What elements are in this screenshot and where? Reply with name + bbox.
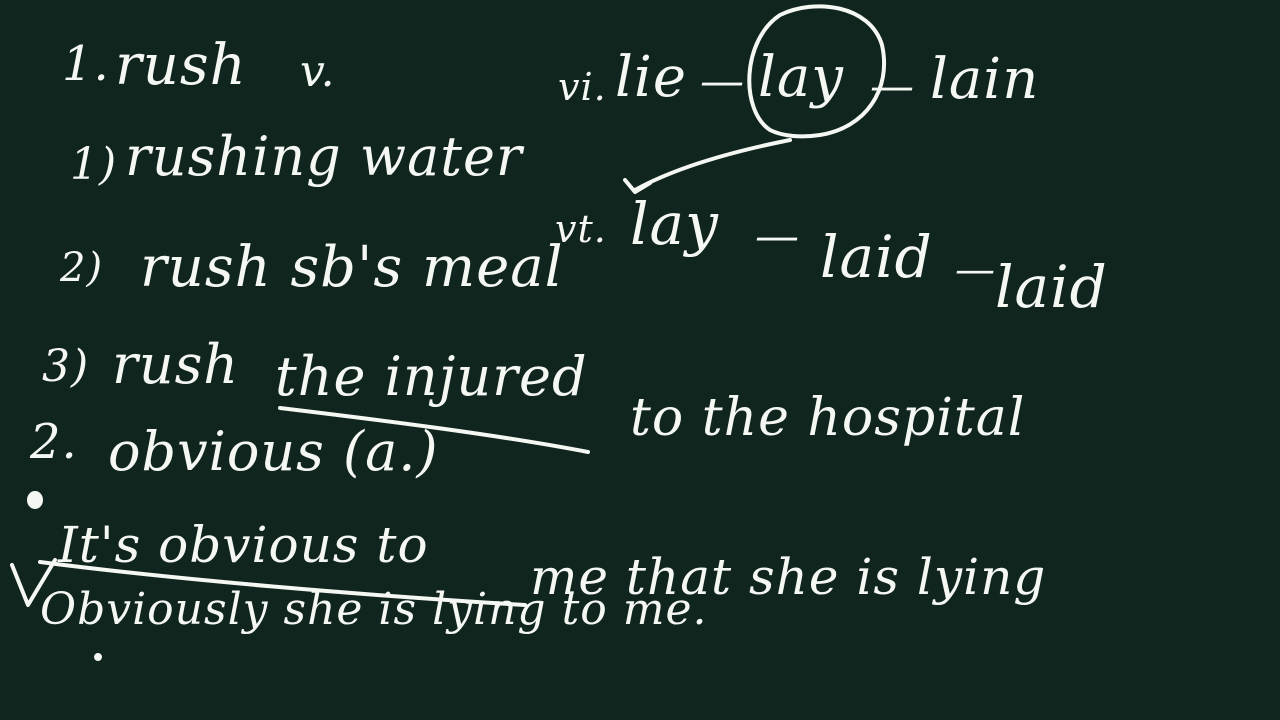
- sentence-obvious-underlined: It's obvious to: [58, 516, 429, 574]
- verb-lay-circled: lay: [758, 45, 844, 110]
- sub-item-1: 1): [70, 139, 118, 190]
- sentence-obviously: Obviously she is lying to me.: [40, 584, 708, 635]
- stray-dot: [96, 655, 100, 659]
- bullet-dot: [29, 493, 41, 507]
- phrase-to-the-hospital: to the hospital: [630, 388, 1026, 448]
- phrase-rush-meal: rush sb's meal: [140, 235, 564, 300]
- sentence-obvious-rest: me that she is lying: [530, 548, 1047, 606]
- phrase-rush: rush: [112, 333, 240, 396]
- verb-lay: lay: [630, 190, 719, 258]
- sub-item-3: 3): [42, 341, 90, 392]
- dash: —: [955, 247, 996, 293]
- item-number-1: 1.: [62, 36, 110, 92]
- phrase-the-injured: the injured: [275, 345, 588, 408]
- dash: —: [700, 56, 745, 107]
- verb-laid-past: laid: [820, 223, 933, 291]
- sub-item-2: 2): [60, 245, 104, 291]
- word-obvious: obvious (a.): [108, 420, 439, 483]
- label-vt: vt.: [555, 207, 607, 251]
- verb-laid-participle: laid: [995, 253, 1108, 321]
- arrow-shaft: [635, 140, 790, 190]
- verb-lie: lie: [615, 45, 687, 110]
- word-rush: rush: [115, 33, 247, 98]
- label-vi: vi.: [558, 65, 607, 109]
- dash: —: [870, 61, 915, 112]
- verb-lain: lain: [930, 47, 1040, 112]
- pos-verb: v.: [300, 46, 336, 97]
- dash: —: [755, 211, 800, 262]
- item-number-2: 2.: [30, 414, 78, 470]
- phrase-rushing-water: rushing water: [125, 125, 523, 188]
